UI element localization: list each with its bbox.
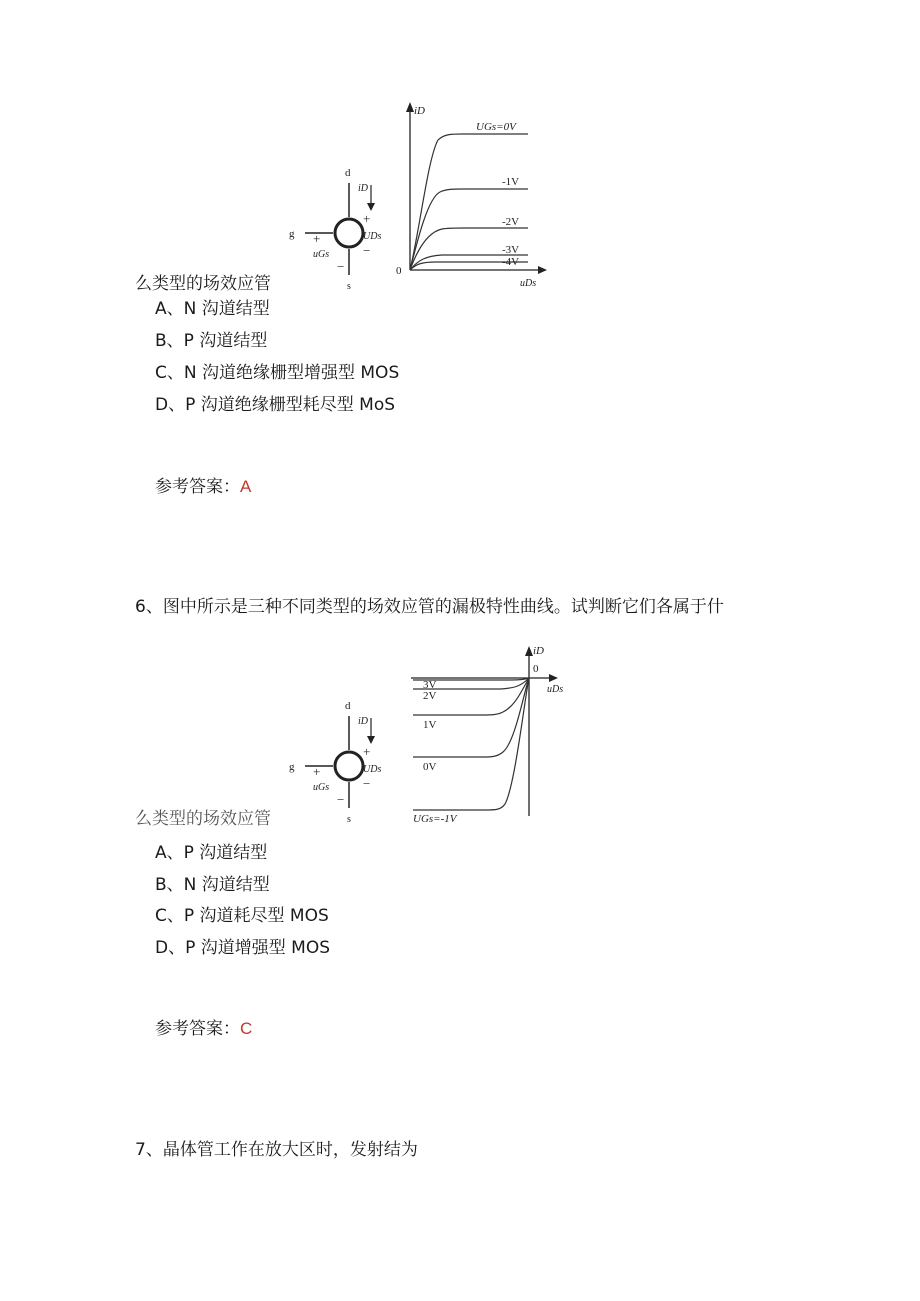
graph-x-label: uDs	[547, 684, 564, 695]
curve-label-4v: -4V	[502, 256, 520, 268]
question-5-stem-tail: 么类型的场效应管	[135, 274, 271, 294]
symbol-plus-left: +	[313, 231, 321, 246]
symbol-uds-label: UDs	[363, 231, 382, 242]
symbol-minus-left: −	[337, 792, 345, 807]
graph-y-label: iD	[533, 645, 544, 657]
graph-origin: 0	[533, 663, 539, 675]
curve-label-1v: 1V	[423, 719, 437, 731]
answer-label: 参考答案：	[155, 1019, 240, 1039]
curve-label-3v: -3V	[502, 244, 520, 256]
curve-label-minus1v: UGs=-1V	[413, 813, 457, 825]
question-6-stem: 6、图中所示是三种不同类型的场效应管的漏极特性曲线。试判断它们各属于什	[135, 597, 724, 617]
symbol-s-label: s	[347, 814, 351, 825]
symbol-plus-right: +	[363, 211, 371, 226]
q5-option-b[interactable]: B、P 沟道结型	[155, 331, 268, 351]
symbol-id-label: iD	[358, 716, 368, 727]
symbol-minus-right: −	[363, 243, 371, 258]
symbol-g-label: g	[289, 228, 295, 240]
symbol-ugs-label: uGs	[313, 249, 330, 260]
answer-value: A	[240, 477, 252, 496]
symbol-g-label: g	[289, 761, 295, 773]
q6-option-b[interactable]: B、N 沟道结型	[155, 875, 270, 895]
symbol-minus-right: −	[363, 776, 371, 791]
curve-label-1v: -1V	[502, 176, 520, 188]
graph-x-label: uDs	[520, 278, 537, 289]
symbol-plus-left: +	[313, 764, 321, 779]
q5-option-d[interactable]: D、P 沟道绝缘栅型耗尽型 MoS	[155, 395, 396, 415]
symbol-s-label: s	[347, 281, 351, 292]
answer-label: 参考答案：	[155, 477, 240, 497]
q6-option-c[interactable]: C、P 沟道耗尽型 MOS	[155, 906, 329, 926]
symbol-uds-label: UDs	[363, 764, 382, 775]
q6-option-a[interactable]: A、P 沟道结型	[155, 843, 268, 863]
curve-label-2v: 2V	[423, 690, 437, 702]
curve-label-0v: 0V	[423, 761, 437, 773]
characteristic-graph-q6	[405, 636, 580, 826]
q6-option-d[interactable]: D、P 沟道增强型 MOS	[155, 938, 330, 958]
q5-answer	[155, 476, 251, 498]
graph-origin: 0	[396, 265, 402, 277]
symbol-d-label: d	[345, 167, 351, 179]
characteristic-graph-q5	[392, 98, 552, 293]
fet-symbol-q6	[285, 698, 395, 828]
q5-option-a[interactable]: A、N 沟道结型	[155, 299, 270, 319]
symbol-ugs-label: uGs	[313, 782, 330, 793]
q5-option-c[interactable]: C、N 沟道绝缘栅型增强型 MOS	[155, 363, 400, 383]
curve-label-3v: 3V	[423, 679, 437, 691]
q6-answer	[155, 1018, 252, 1040]
question-6-stem-tail: 么类型的场效应管	[135, 809, 271, 829]
graph-y-label: iD	[414, 105, 425, 117]
curve-label-0v: UGs=0V	[476, 121, 516, 133]
symbol-d-label: d	[345, 700, 351, 712]
curve-label-2v: -2V	[502, 216, 520, 228]
answer-value: C	[240, 1019, 253, 1038]
symbol-id-label: iD	[358, 183, 368, 194]
fet-symbol-q5	[285, 165, 395, 295]
symbol-plus-right: +	[363, 744, 371, 759]
symbol-minus-left: −	[337, 259, 345, 274]
question-7-stem: 7、晶体管工作在放大区时，发射结为	[135, 1140, 418, 1160]
